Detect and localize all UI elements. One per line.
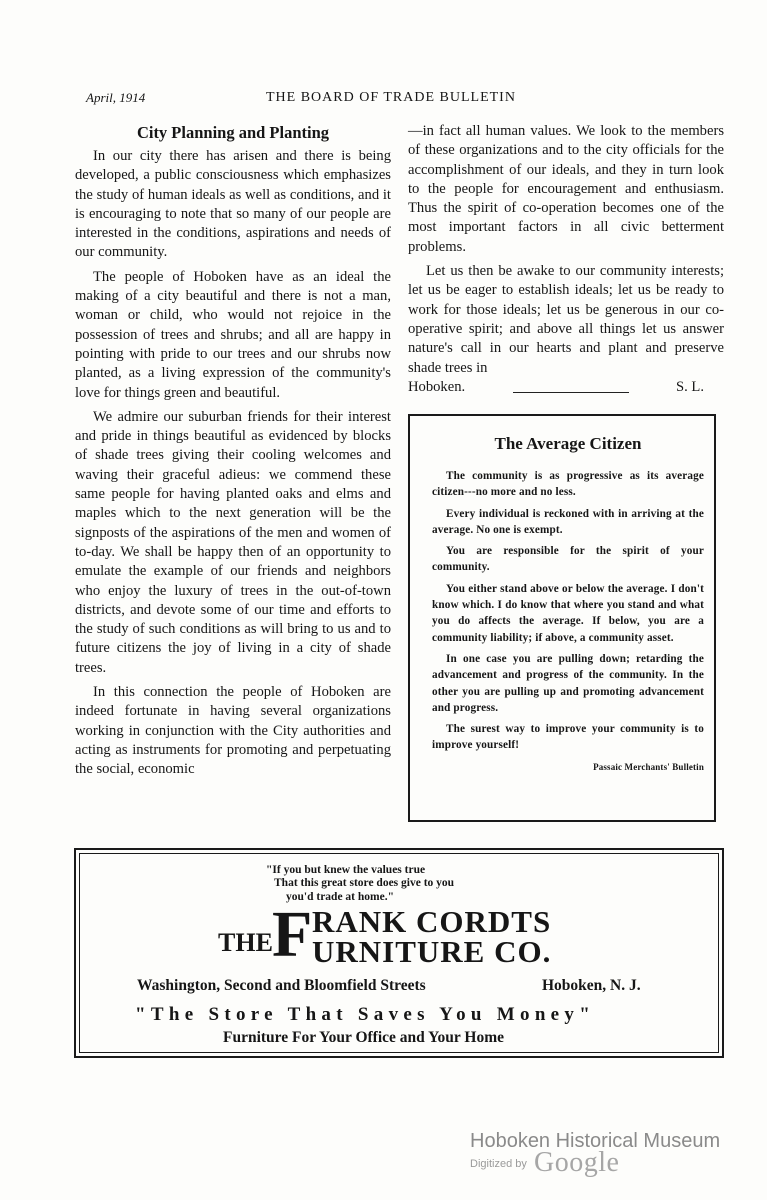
ad-quote-line: you'd trade at home." <box>286 890 394 903</box>
museum-watermark: Hoboken Historical Museum <box>470 1130 721 1152</box>
digitized-by-label: Digitized by <box>470 1158 527 1170</box>
article-right-column <box>408 122 724 397</box>
ad-inner-border <box>79 853 719 1053</box>
article-paragraph: We admire our suburban friends for their interest and pride in things beautiful as evidenced by blocks of shade trees giving their cooling welcomes and waving their graceful adieus: we commend these same people for having planted oaks and elms and maples which to the next generation will be the signposts of the aspirations of the men and women of to-day. We shall be happy then of an opportunity to emulate the example of our friends and neighbors who enjoy the luxury of trees in the out-of-town districts, and devote some of our time and efforts to the study of such conditions as will bring to us and to future citizens the joy of living in a city of shade trees. <box>75 408 391 676</box>
ad-slogan: "The Store That Saves You Money" <box>135 1004 596 1025</box>
box-paragraph: Every individual is reckoned with in arriving at the average. No one is exempt. <box>432 507 704 536</box>
signature-line <box>408 378 724 397</box>
article-paragraph: The people of Hoboken have as an ideal the making of a city beautiful and there is not a man, woman or child, who would not rejoice in the possession of trees and shrubs; and all are happy in pointing with pride to our trees and our shrubs now planted, as a living expression of the community's love for things green and beautiful. <box>75 268 391 401</box>
box-paragraph: You either stand above or below the average. I don't know which. I do know that where you stand and what you do affects the average. If below, you are a community liability; if above, a community asset. <box>432 582 704 644</box>
box-paragraph: You are responsible for the spirit of your community. <box>432 545 704 574</box>
article-paragraph: In this connection the people of Hoboken are indeed fortunate in having several organizations working in conjunction with the City authorities and acting as instruments for promoting and perpetuating the social, economic <box>75 684 391 778</box>
closing-text: Let us then be awake to our community interests; let us be eager to establish ideals; let us be ready to work for those ideals; let us be generous in our co-operative spirit; and above all things let us answer nature's call in our hearts and plant and preserve shade trees in <box>408 263 724 376</box>
ad-name-line2: URNITURE CO. <box>312 934 552 969</box>
google-logo: Google <box>534 1147 620 1178</box>
ad-quote-line: "If you but knew the values true <box>266 864 426 876</box>
article-title: City Planning and Planting <box>136 123 330 142</box>
box-paragraph: In one case you are pulling down; retarding the advancement and progress of the community. In the other you are pulling up and promoting advancement and progress. <box>432 652 704 714</box>
ad-city: Hoboken, N. J. <box>542 977 641 994</box>
ad-address: Washington, Second and Bloomfield Streets <box>137 977 426 994</box>
article-paragraph: In our city there has arisen and there is being developed, a public consciousness which emphasizes the study of human ideals as well as conditions, and it is encouraging to note that so many of our people are interested in the conditions, aspirations and needs of our community. <box>75 148 391 261</box>
article-left-column <box>75 122 391 780</box>
article-closing-paragraph <box>408 262 724 378</box>
divider <box>513 392 629 393</box>
box-source: Passaic Merchants' Bulletin <box>593 761 704 772</box>
article-paragraph: —in fact all human values. We look to the members of these organizations and to the city officials for the accomplishment of our ideals, and they in turn look to the people for encouragement and enthusiasm. Thus the spirit of co-operation becomes one of the most important factors in all civic betterment problems. <box>408 123 724 255</box>
ad-quote-line: That this great store does give to you <box>274 877 455 890</box>
box-paragraph: The community is as progressive as its average citizen---no more and no less. <box>432 470 704 499</box>
closing-last-word: Hoboken. <box>408 378 466 395</box>
ad-name-line1: RANK CORDTS <box>312 904 552 939</box>
average-citizen-box <box>408 414 716 822</box>
box-title: The Average Citizen <box>494 434 642 453</box>
issue-date: April, 1914 <box>86 90 146 105</box>
publication-title: THE BOARD OF TRADE BULLETIN <box>266 90 516 105</box>
box-body <box>432 468 704 775</box>
ad-subline: Furniture For Your Office and Your Home <box>223 1029 504 1046</box>
box-paragraph: The surest way to improve your community is to improve yourself! <box>432 723 704 752</box>
furniture-advertisement <box>74 848 724 1058</box>
ad-the: THE <box>218 928 273 957</box>
article-signature: S. L. <box>676 378 704 395</box>
ad-initial-letter: F <box>272 898 313 971</box>
